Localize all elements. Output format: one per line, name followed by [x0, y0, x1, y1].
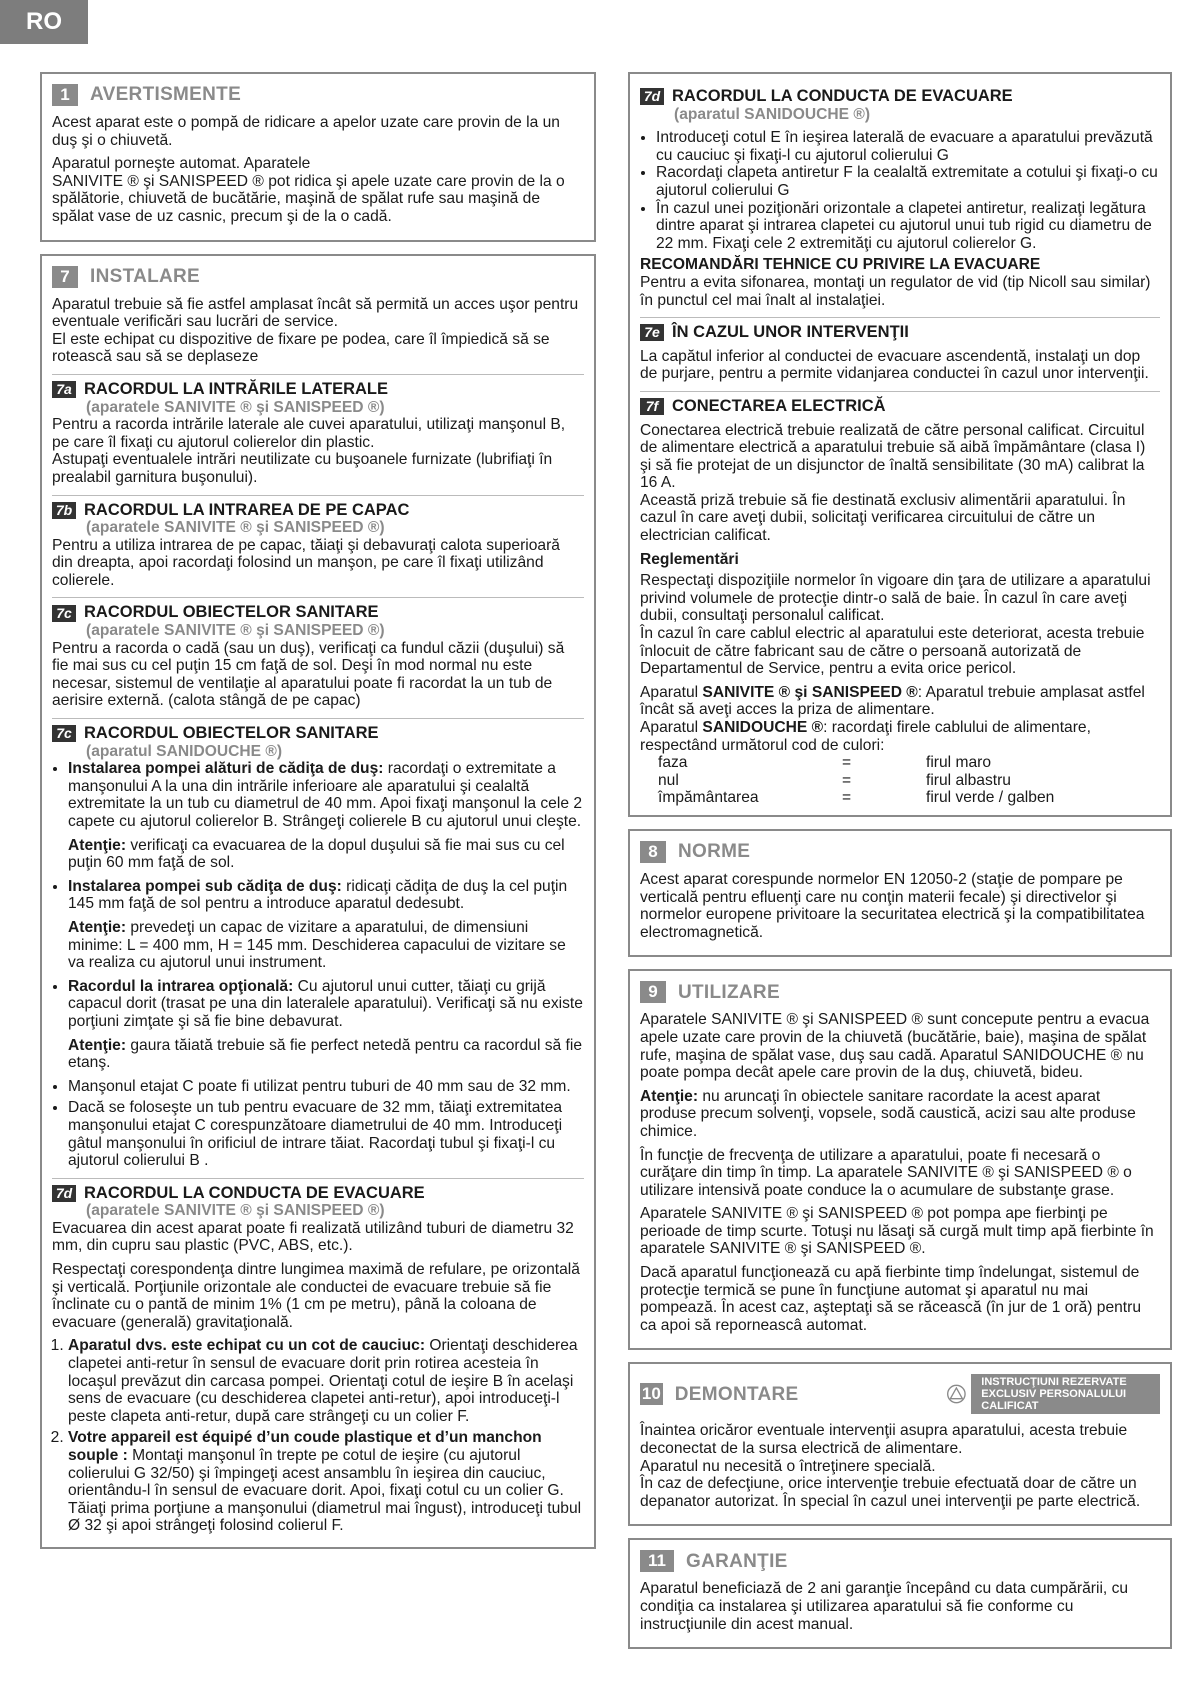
- table-cell: =: [842, 789, 852, 807]
- subsection-title: RACORDUL LA CONDUCTA DE EVACUARE: [84, 1183, 425, 1202]
- table-cell: nul: [658, 771, 679, 789]
- list-item: • Dacă se foloseşte un tub pentru evacuare de 32 mm, tăiaţi extremitatea manşonului etajat C corespunzătoare diametrului de 40 mm. Introduceţi gâtul manşonului în orificiul de intrare tăiat. Racordaţi tubul şi fixaţi-l cu ajutorul colierului B .: [68, 1099, 584, 1169]
- attention-label: Atenţie:: [640, 1087, 699, 1105]
- subsection-tag: 7f: [640, 398, 664, 415]
- section-title: NORME: [678, 841, 751, 863]
- subsection-title: CONECTAREA ELECTRICĂ: [672, 396, 886, 415]
- paragraph: Respectaţi dispoziţiile normelor în vigoare din ţara de utilizare a aparatului privind volumele de protecţie dintr-o sală de baie. În cazul în care aveţi dubii, consultaţi personalul calificat.: [640, 572, 1151, 625]
- section-title: DEMONTARE: [674, 1383, 799, 1405]
- list-item-lead: Instalarea pompei sub cădiţa de duş:: [68, 877, 342, 895]
- subsection-subtitle: (aparatele SANIVITE ® şi SANISPEED ®): [86, 622, 385, 640]
- paragraph: Acest aparat corespunde normelor EN 12050-2 (staţie de pompare pe verticală pentru efluenţi care nu conţin materii fecale) şi directivelor şi normelor europene privitoare la securitatea electrică şi la compatibilitatea electromagnetică.: [640, 870, 1145, 941]
- list-item: [68, 978, 584, 1072]
- attention-text: gaura tăiată trebuie să fie perfect netedă pentru ca racordul să fie etanş.: [68, 1036, 583, 1072]
- subsection-7a: [52, 374, 584, 487]
- section-instalare: [40, 254, 596, 1549]
- section-title: GARANŢIE: [686, 1550, 788, 1572]
- paragraph: Aparatul nu necesită o întreţinere specială.: [640, 1457, 936, 1475]
- paragraph: [640, 719, 1160, 754]
- paragraph: Respectaţi corespondenţa dintre lungimea maximă de refulare, pe orizontală şi verticală. Porţiunile orizontale ale conductei de evacuare trebuie să fie înclinate cu o pantă de minim 1% (1 cm pe metru), până la coloana de evacuare (generală) gravitaţională.: [52, 1261, 580, 1331]
- subsection-title: RACORDUL LA CONDUCTA DE EVACUARE: [672, 87, 1013, 105]
- list-item: • În cazul unei poziţionări orizontale a clapetei antiretur, realizaţi legătura dintre aparat şi intrarea clapetei cu ajutorul unui tub rigid cu diametru de 22 mm. Fixaţi cele 2 extremităţi cu ajutorul colierelor G.: [656, 200, 1160, 253]
- subsection-title: RACORDUL OBIECTELOR SANITARE: [84, 603, 379, 622]
- right-column: [628, 72, 1172, 1661]
- recommendations-heading: RECOMANDĂRI TEHNICE CU PRIVIRE LA EVACUARE: [640, 256, 1041, 274]
- paragraph: În funcţie de frecvenţa de utilizare a aparatului, poate fi necesară o curăţare din timp în timp. La aparatele SANIVITE ® şi SANISPEED ® o utilizare intensivă poate conduce la o acumulare de substanţe grase.: [640, 1146, 1132, 1199]
- paragraph: Astupaţi eventualele intrări neutilizate cu buşoanele furnizate (lubrifiaţi în prealabil garnitura buşonului).: [52, 451, 553, 486]
- subsection-7c-sanivite: [52, 597, 584, 710]
- subsection-7d-sanivite: [52, 1178, 584, 1535]
- section-number: 10: [641, 1384, 661, 1404]
- text: Aparatul: [640, 719, 703, 736]
- section-number: 8: [640, 841, 666, 863]
- subsection-title: RACORDUL OBIECTELOR SANITARE: [84, 724, 379, 743]
- paragraph: În caz de defecţiune, orice intervenţie trebuie efectuată doar de către un depanator autorizat. În special în cazul unei intervenţii pe parte electrică.: [640, 1475, 1141, 1510]
- table-cell: împământarea: [658, 789, 759, 807]
- table-cell: firul verde / galben: [926, 789, 1055, 807]
- subsection-tag: 7d: [640, 88, 664, 105]
- attention-text: prevedeţi un capac de vizitare a aparatului, de dimensiuni minime: L = 400 mm, H = 145 mm. Deschiderea capacului de vizitare se va realiza cu ajutorul unui instrument.: [68, 918, 566, 972]
- paragraph: Dacă aparatul funcţionează cu apă fierbinte timp îndelungat, sistemul de protecţie termică se pune în funcţiune automat şi aparatul nu mai pompează. În acest caz, aşteptaţi să se răcească (în jur de 1 oră) pentru ca apoi să reporneascâ automat.: [640, 1264, 1142, 1334]
- list-item: [68, 878, 584, 972]
- list-item-lead: Instalarea pompei alături de cădiţa de duş:: [68, 760, 384, 778]
- list-item: • Manşonul etajat C poate fi utilizat pentru tuburi de 40 mm sau de 32 mm.: [68, 1078, 584, 1096]
- subsection-subtitle: (aparatele SANIVITE ® şi SANISPEED ®): [86, 519, 385, 537]
- paragraph: Pentru a evita sifonarea, montaţi un regulator de vid (tip Nicoll sau similar) în punctul cel mai înalt al instalaţiei.: [640, 273, 1151, 309]
- table-row: [658, 772, 1160, 790]
- text: : Aparatul trebuie amplasat astfel încât să aveţi acces la priza de alimentare.: [640, 683, 1145, 719]
- bullet-list: [640, 129, 1160, 252]
- paragraph: La capătul inferior al conductei de evacuare ascendentă, instalaţi un dop de purjare, pentru a permite vidanjarea conductei în cazul unor intervenţii.: [640, 347, 1149, 383]
- paragraph: Aparatele SANIVITE ® şi SANISPEED ® pot pompa ape fierbinţi pe perioade de timp scurte. Totuşi nu lăsaţi să curgă mult timp apă fierbinte în aparatele SANIVITE ® şi SANISPEED ®.: [640, 1205, 1154, 1258]
- section-number: 9: [640, 981, 666, 1003]
- section-demontare: [628, 1362, 1172, 1526]
- subsection-subtitle: (aparatele SANIVITE ® şi SANISPEED ®): [86, 398, 385, 416]
- paragraph: Aparatele SANIVITE ® şi SANISPEED ® sunt concepute pentru a evacua apele uzate care provin de la chiuvetă (bucătărie, baie), maşina de spălat rufe, maşina de spălat vase, duş sau cadă. Aparatul SANIDOUCHE ® nu poate pompa decât apele care provin de la duş, chiuvetă, bideu.: [640, 1011, 1150, 1082]
- paragraph: Aparatul beneficiază de 2 ani garanţie începând cu data cumpărării, cu condiţia ca instalarea şi utilizarea aparatului să fie conforme cu instrucţiunile din acest manual.: [640, 1580, 1129, 1633]
- warning-icon: [945, 1379, 968, 1409]
- section-number: 1: [52, 84, 78, 106]
- attention-text: nu aruncaţi în obiectele sanitare racordate la acest aparat produse precum solvenţi, vopsele, sodă caustică, acizi sau alte produse chimice.: [640, 1087, 1136, 1140]
- subsection-tag: 7b: [52, 502, 76, 519]
- paragraph: Conectarea electrică trebuie realizată de către personal calificat. Circuitul de alimentare electrică a aparatului trebuie să aibă împământare (clasa I) şi să fie protejat de un disjunctor de înaltă sensibilitate (30 mA) calibrat la 16 A.: [640, 421, 1146, 492]
- section-instalare-continued: [628, 72, 1172, 817]
- list-item-text: Orientaţi deschiderea clapetei anti-retur în sensul de evacuare dorit prin rotirea acesteia în locaşul prevăzut din carcasa pompei. Orientaţi cotul de ieşire B în acelaşi sens de evacuare (cu deschiderea clapetei anti-retur), apoi introduceţi-l peste clapeta anti-retur, după care strângeţi cu un colier F.: [68, 1337, 578, 1425]
- section-norme: [628, 829, 1172, 957]
- attention-label: Atenţie:: [68, 1036, 127, 1054]
- list-item: • Introduceţi cotul E în ieşirea laterală de evacuare a aparatului prevăzută cu cauciuc şi fixaţi-l cu ajutorul colierului G: [656, 129, 1160, 164]
- paragraph: [640, 1088, 1160, 1141]
- subsection-subtitle: (aparatele SANIVITE ® şi SANISPEED ®): [86, 1202, 385, 1220]
- list-item-text: Cu ajutorul unui cutter, tăiaţi cu grijă capacul dorit (trasat pe una din lateralele aparatului). Verificaţi să nu existe porţiuni zimţate şi să fie bine debavurat.: [68, 977, 583, 1030]
- paragraph: Pentru a racorda intrările laterale ale cuvei aparatului, utilizaţi manşonul B, pe care îl fixaţi cu ajutorul colierelor din plastic.: [52, 416, 566, 451]
- left-column: [40, 72, 596, 1561]
- subsection-tag: 7c: [52, 605, 76, 622]
- list-item: [68, 1429, 584, 1535]
- table-row: [658, 789, 1160, 807]
- product-names: SANIVITE ® şi SANISPEED ®: [702, 683, 918, 701]
- attention-text: verificaţi ca evacuarea de la dopul duşului să fie mai sus cu cel puţin 60 mm faţă de sol.: [68, 836, 565, 872]
- list-item-text: ridicaţi cădiţa de duş la cel puţin 145 mm faţă de sol pentru a introduce aparatul dedesubt.: [68, 877, 568, 913]
- paragraph: SANIVITE ® şi SANISPEED ® pot ridica şi apele uzate care provin de la o spălătorie, chiuvetă de bucătărie, maşină de spălat rufe sau maşină de spălat vase de uz casnic, precum şi de la o cadă.: [52, 172, 565, 225]
- text: Aparatul: [640, 683, 703, 701]
- paragraph: Pentru a racorda o cadă (sau un duş), verificaţi ca fundul căzii (duşului) să fie mai sus cu cel puţin 15 cm faţă de sol. Deşi în mod normal nu este necesar, sistemul de ventilaţie al aparatului poate fi racordat la un tub de aerisire externă. (calota stângă de pe capac): [52, 639, 565, 710]
- numbered-list: [52, 1337, 584, 1535]
- subsection-7f: [640, 391, 1160, 807]
- paragraph: [640, 684, 1160, 719]
- subsection-title: RACORDUL LA INTRĂRILE LATERALE: [84, 379, 389, 398]
- list-item: [68, 760, 584, 872]
- subsection-title: RACORDUL LA INTRAREA DE PE CAPAC: [84, 500, 410, 519]
- table-row: [658, 754, 1160, 772]
- paragraph: Înaintea oricăror eventuale intervenţii asupra aparatului, acesta trebuie deconectat de la sursa electrică de alimentare.: [640, 1422, 1128, 1458]
- table-cell: firul albastru: [926, 771, 1011, 789]
- subsection-7c-sanidouche: [52, 718, 584, 1170]
- subsection-7e: [640, 317, 1160, 383]
- subsection-subtitle: (aparatul SANIDOUCHE ®): [674, 105, 871, 123]
- list-item-lead: Racordul la intrarea opţională:: [68, 977, 294, 995]
- paragraph: În cazul în care cablul electric al aparatului este deteriorat, acesta trebuie înlocuit de către fabricant sau de către o persoană autorizată de Departamentul de Service, pentru a evita orice pericol.: [640, 625, 1145, 678]
- subsection-tag: 7c: [52, 725, 76, 742]
- subsection-subtitle: (aparatul SANIDOUCHE ®): [86, 742, 283, 760]
- section-utilizare: [628, 969, 1172, 1350]
- text: : racordaţi firele cablului de alimentare, respectând următorul cod de culori:: [640, 719, 1091, 754]
- paragraph: Pentru a utiliza intrarea de pe capac, tăiaţi şi debavuraţi calota superioară din dreapta, apoi racordaţi folosind un manşon, pe care îl fixaţi utilizând colierele.: [52, 536, 560, 589]
- section-title: INSTALARE: [90, 265, 201, 287]
- subsection-tag: 7d: [52, 1185, 76, 1202]
- section-title: AVERTISMENTE: [90, 84, 242, 106]
- paragraph: Aparatul trebuie să fie astfel amplasat încât să permită un acces uşor pentru eventuale verificări sau lucrări de service.: [52, 295, 579, 331]
- attention-label: Atenţie:: [68, 918, 127, 936]
- paragraph: Evacuarea din acest aparat poate fi realizată utilizând tuburi de diametru 32 mm, din cupru sau plastic (PVC, ABS, etc.).: [52, 1219, 574, 1255]
- section-garantie: [628, 1538, 1172, 1649]
- table-cell: =: [842, 754, 852, 772]
- list-item-lead: Aparatul dvs. este echipat cu un cot de cauciuc:: [68, 1337, 426, 1355]
- subsection-title: ÎN CAZUL UNOR INTERVENŢII: [672, 323, 909, 342]
- section-number: 7: [52, 266, 78, 288]
- qualified-personnel-banner: INSTRUCŢIUNI REZERVATE EXCLUSIV PERSONALULUI CALIFICAT: [971, 1374, 1160, 1414]
- regulations-heading: Reglementări: [640, 550, 739, 568]
- section-avertismente: [40, 72, 596, 242]
- paragraph: Aparatul porneşte automat. Aparatele: [52, 155, 311, 173]
- table-cell: faza: [658, 754, 688, 772]
- paragraph: El este echipat cu dispozitive de fixare pe podea, care îl împiedică să se rotească sau să se deplaseze: [52, 330, 550, 366]
- section-number: 11: [640, 1550, 674, 1572]
- paragraph: Această priză trebuie să fie destinată exclusiv alimentării aparatului. În cazul în care aveţi dubii, solicitaţi verificarea circuitului de către un electrician calificat.: [640, 491, 1126, 545]
- list-item-text: Montaţi manşonul în trepte pe cotul de ieşire (cu ajutorul colierului G 32/50) şi împingeţi acest ansamblu în ieşirea din cauciuc, orientându-l în sensul de evacuare dorit. Apoi, fixaţi cotul cu un colier G. Tăiaţi prima porţiune a manşonului (diametrul mai îngust), introduceţi tubul Ø 32 şi apoi strângeţi folosind colierul F.: [68, 1447, 582, 1535]
- subsection-tag: 7a: [52, 381, 76, 398]
- language-badge: RO: [0, 0, 88, 44]
- bullet-list: [52, 760, 584, 1169]
- product-name: SANIDOUCHE ®: [702, 719, 824, 736]
- subsection-7b: [52, 495, 584, 590]
- paragraph: Acest aparat este o pompă de ridicare a apelor uzate care provin de la un duş şi o chiuvetă.: [52, 114, 560, 149]
- section-title: UTILIZARE: [678, 981, 780, 1003]
- subsection-7d-sanidouche: [640, 88, 1160, 309]
- list-item: [68, 1337, 584, 1425]
- color-code-table: [640, 754, 1160, 807]
- attention-label: Atenţie:: [68, 836, 127, 854]
- list-item-text: racordaţi o extremitate a manşonului A la una din intrările inferioare ale aparatului şi cealaltă extremitate la un tub cu diametrul de 40 mm. Apoi fixaţi manşonul la cele 2 capete cu ajutorul colierelor B. Strângeţi colierele B cu ajutorul unui cleşte.: [68, 760, 582, 830]
- list-item: • Racordaţi clapeta antiretur F la cealaltă extremitate a cotului şi fixaţi-o cu ajutorul colierului G: [656, 164, 1160, 199]
- list-item-lead: Votre appareil est équipé d’un coude plastique et d’un manchon souple :: [68, 1429, 542, 1464]
- subsection-tag: 7e: [640, 324, 664, 341]
- table-cell: firul maro: [926, 754, 991, 772]
- table-cell: =: [842, 771, 852, 789]
